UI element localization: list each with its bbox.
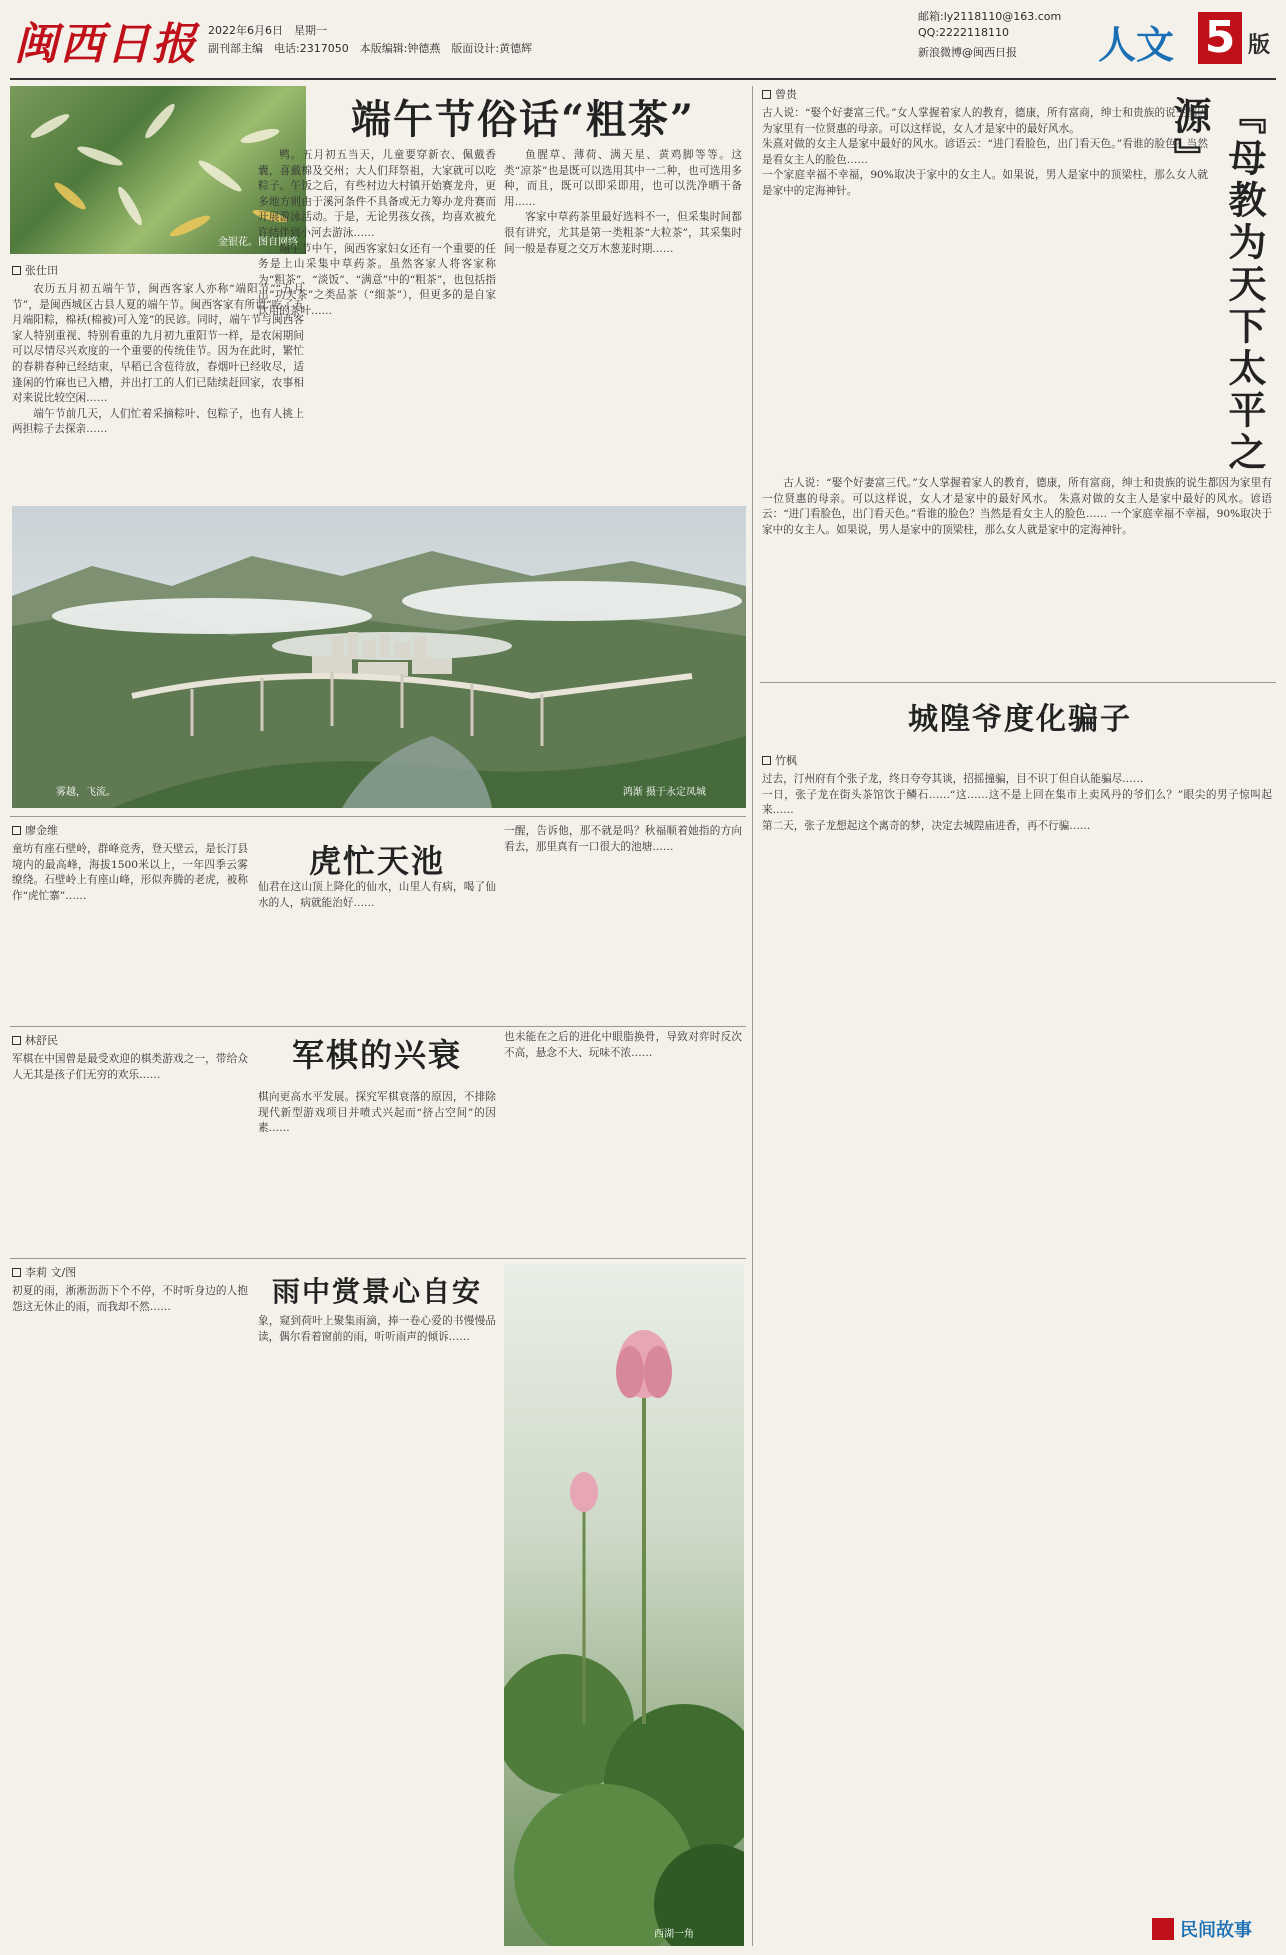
landscape-caption-left: 雾越，飞流。 [56,787,116,798]
left-divider-3 [10,1258,746,1259]
duanwu-col4b-text: 客家中草药茶里最好选料不一，但采集时间都很有讲究，尤其是第一类粗茶“大粒茶”，其采集时间一般是春夏之交万木葱茏时期…… [504,211,742,255]
vertical-divider-right [752,86,753,1946]
folk-story-text: 民间故事 [1180,1920,1252,1941]
mujiao-body-cont [762,476,1272,676]
page-number: 5 [1204,12,1236,63]
contact-weibo: 新浪微博@闽西日报 [918,46,1017,59]
duanwu-col4-text: 鱼腥草、薄荷、满天星、黄鸡脚等等。这类“凉茶”也是既可以选用其中一二种，也可选用多种，而且，既可以即采即用，也可以洗净晒干备用…… [504,149,742,208]
mujiao-body-cont-text: 古人说：“娶个好妻富三代。”女人掌握着家人的教育，德康，所有富商，绅士和贵族的说生都因为家里有一位贤惠的母亲。可以这样说，女人才是家中的最好风水。 朱熹对做的女主人是家中最好的风水。谚语云：“进门看脸色，出门看天色。”看谁的脸色？当然是看女主人的脸色…… 一个家庭幸福不幸福，90%取决于家中的女主人。如果说，男人是家中的顶梁柱，那么女人就是家中的定海神针。 [762,477,1272,536]
contact-email: 邮箱:ly2118110@163.com [918,10,1062,23]
junqi-author: 林舒民 [25,1034,58,1047]
yuzhong-byline [12,1264,76,1280]
chenghuang-byline [762,752,797,768]
yuzhong-col2: 象，窥到荷叶上聚集雨滴，捧一卷心爱的书慢慢品读，偶尔看着窗前的雨，听听雨声的倾诉…… [258,1315,496,1343]
junqi-col2: 棋向更高水平发展。探究军棋衰落的原因，不排除现代新型游戏项目并喷式兴起而“挤占空间”的因素…… [258,1091,496,1135]
yuzhong-col1: 初夏的雨，淅淅沥沥下个不停，不时听身边的人抱怨这无休止的雨，而我却不然…… [12,1285,248,1313]
left-divider-2 [10,1026,746,1027]
masthead [0,0,1286,76]
junqi-title: 军棋的兴衰 [291,1036,462,1074]
landscape-illustration [12,506,746,808]
mujiao-title: 『母教为天下太平之源』 [1167,96,1267,474]
duanwu-col4 [504,148,742,496]
yuzhong-title: 雨中赏景心自安 [271,1275,482,1308]
duanwu-col1-text: 农历五月初五端午节，闽西客家人亦称“端阳节”“五月节”，是闽西城区古县人夏的端午节。闽西客家有所谓“吃了五月端阳粽，棉袄(棉被)可入笼”的民谚。同时，端午节与闽西客家人特别重视、特别看重的九月初九重阳节一样，是农闲期间可以尽情尽兴欢度的一个重要的传统佳节。因为在此时，繁忙的春耕春种已经结束，早稻已含苞待放，春烟叶已经收尽，适逢闲的竹麻也已入槽，并出打工的人们已陆续赶回家，农事相对来说比较空闲…… [12,283,304,405]
page-number-box [1198,12,1242,64]
masthead-rule [10,78,1276,80]
yuzhong-author: 李莉 文/图 [25,1266,77,1279]
huxie-author: 廖金维 [25,824,58,837]
duanwu-col1b-text: 端午节前几天，人们忙着采摘粽叶、包粽子，也有人挑上两担粽子去探亲…… [12,407,304,436]
landscape-photo [12,506,746,808]
left-divider-1 [10,816,746,817]
landscape-caption-right: 鸿渐 摄于永定凤城 [622,787,706,798]
contact-qq: QQ:2222118110 [918,26,1010,39]
duanwu-col2-text: 鸭。五月初五当天，儿童要穿新衣、佩戴香囊，喜戴棉及交州；大人们拜祭祖，大家就可以吃粽子。午饭之后，有些村边大村镇开始赛龙舟，更多地方则由于溪河条件不具备或无力筹办龙舟赛而开展游泳活动。于是，无论男孩女孩，均喜欢被允许结伴到小河去游泳…… [258,149,496,239]
right-divider-1 [760,682,1276,683]
huxie-col1: 童坊有座石壁岭，群峰竞秀，登天壁云，是长汀县境内的最高峰，海拔1500米以上，一年四季云雾缭绕。石壁岭上有座山峰，形似奔腾的老虎，被称作“虎忙寨”…… [12,843,248,902]
byline-box-icon [762,756,771,765]
editor-line: 副刊部主编 电话:2317050 本版编辑:钟德燕 版面设计:黄德辉 [208,42,533,55]
mujiao-byline [762,86,797,102]
duanwu-author: 张仕田 [25,264,58,277]
folk-story-label [1152,1914,1272,1944]
chenghuang-title: 城隍爷度化骗子 [908,702,1132,737]
section-name: 人文 [1098,23,1175,67]
byline-box-icon [12,1036,21,1045]
chenghuang-author: 竹枫 [775,754,797,767]
huxie-col2: 仙君在这山顶上降化的仙水，山里人有病，喝了仙水的人，病就能治好…… [258,881,496,909]
date-line: 2022年6月6日 星期一 [208,24,327,37]
paper-name-logo: 闽西日报 [14,19,198,70]
huxie-title: 虎忙天池 [308,842,445,880]
junqi-byline [12,1032,58,1048]
mujiao-author: 曾贵 [775,88,797,101]
honeysuckle-caption: 金银花。图自网络 [218,237,298,248]
byline-box-icon [12,1268,21,1277]
duanwu-col3-text: 端午节中午，闽西客家妇女还有一个重要的任务是上山采集中草药茶。虽然客家人将客家称为“粗茶”、“淡饭”、“满意”中的“粗茶”，也包括指出“功夫茶”之类品茶（“细茶”），但更多的是自家饮用的茶叶…… [258,242,496,317]
byline-box-icon [12,826,21,835]
duanwu-title: 端午节俗话“粗茶” [350,96,695,143]
story-icon [1152,1918,1174,1940]
huxie-col3: 一醒，告诉他，那不就是吗？秋福顺着她指的方向看去，那里真有一口很大的池塘…… [504,825,742,853]
byline-box-icon [12,266,21,275]
huxie-byline [12,822,58,838]
lotus-photo [504,1264,744,1946]
byline-box-icon [762,90,771,99]
chenghuang-body: 过去，汀州府有个张子龙，终日夸夸其谈，招摇撞骗，目不识丁但自认能骗尽…… 一日，张子龙在街头茶馆饮于鳞石……“这……这不是上回在集市上卖风丹的爷们么？”眼尖的男子惊叫起来…… 第二天，张子龙想起这个离奇的梦，决定去城隍庙进香，再不行骗…… [762,773,1272,832]
junqi-col3: 也未能在之后的进化中眼脂换骨，导致对弈时反次不高，悬念不大、玩味不浓…… [504,1031,742,1059]
lotus-illustration [504,1264,744,1946]
duanwu-col2 [258,148,496,496]
duanwu-byline [12,262,58,278]
page-suffix: 版 [1248,32,1271,58]
junqi-col1: 军棋在中国曾是最受欢迎的棋类游戏之一，带给众人无其是孩子们无穷的欢乐…… [12,1053,248,1081]
lotus-caption: 西湖一角 [654,1929,694,1940]
mujiao-body: 古人说：“娶个好妻富三代。”女人掌握着家人的教育，德康，所有富商，绅士和贵族的说生都因为家里有一位贤惠的母亲。可以这样说，女人才是家中的最好风水。 朱熹对做的女主人是家中最好的风水。谚语云：“进门看脸色，出门看天色。”看谁的脸色？当然是看女主人的脸色…… 一个家庭幸福不幸福，90%取决于家中的女主人。如果说，男人是家中的顶梁柱，那么女人就是家中的定海神针。 [762,107,1208,197]
